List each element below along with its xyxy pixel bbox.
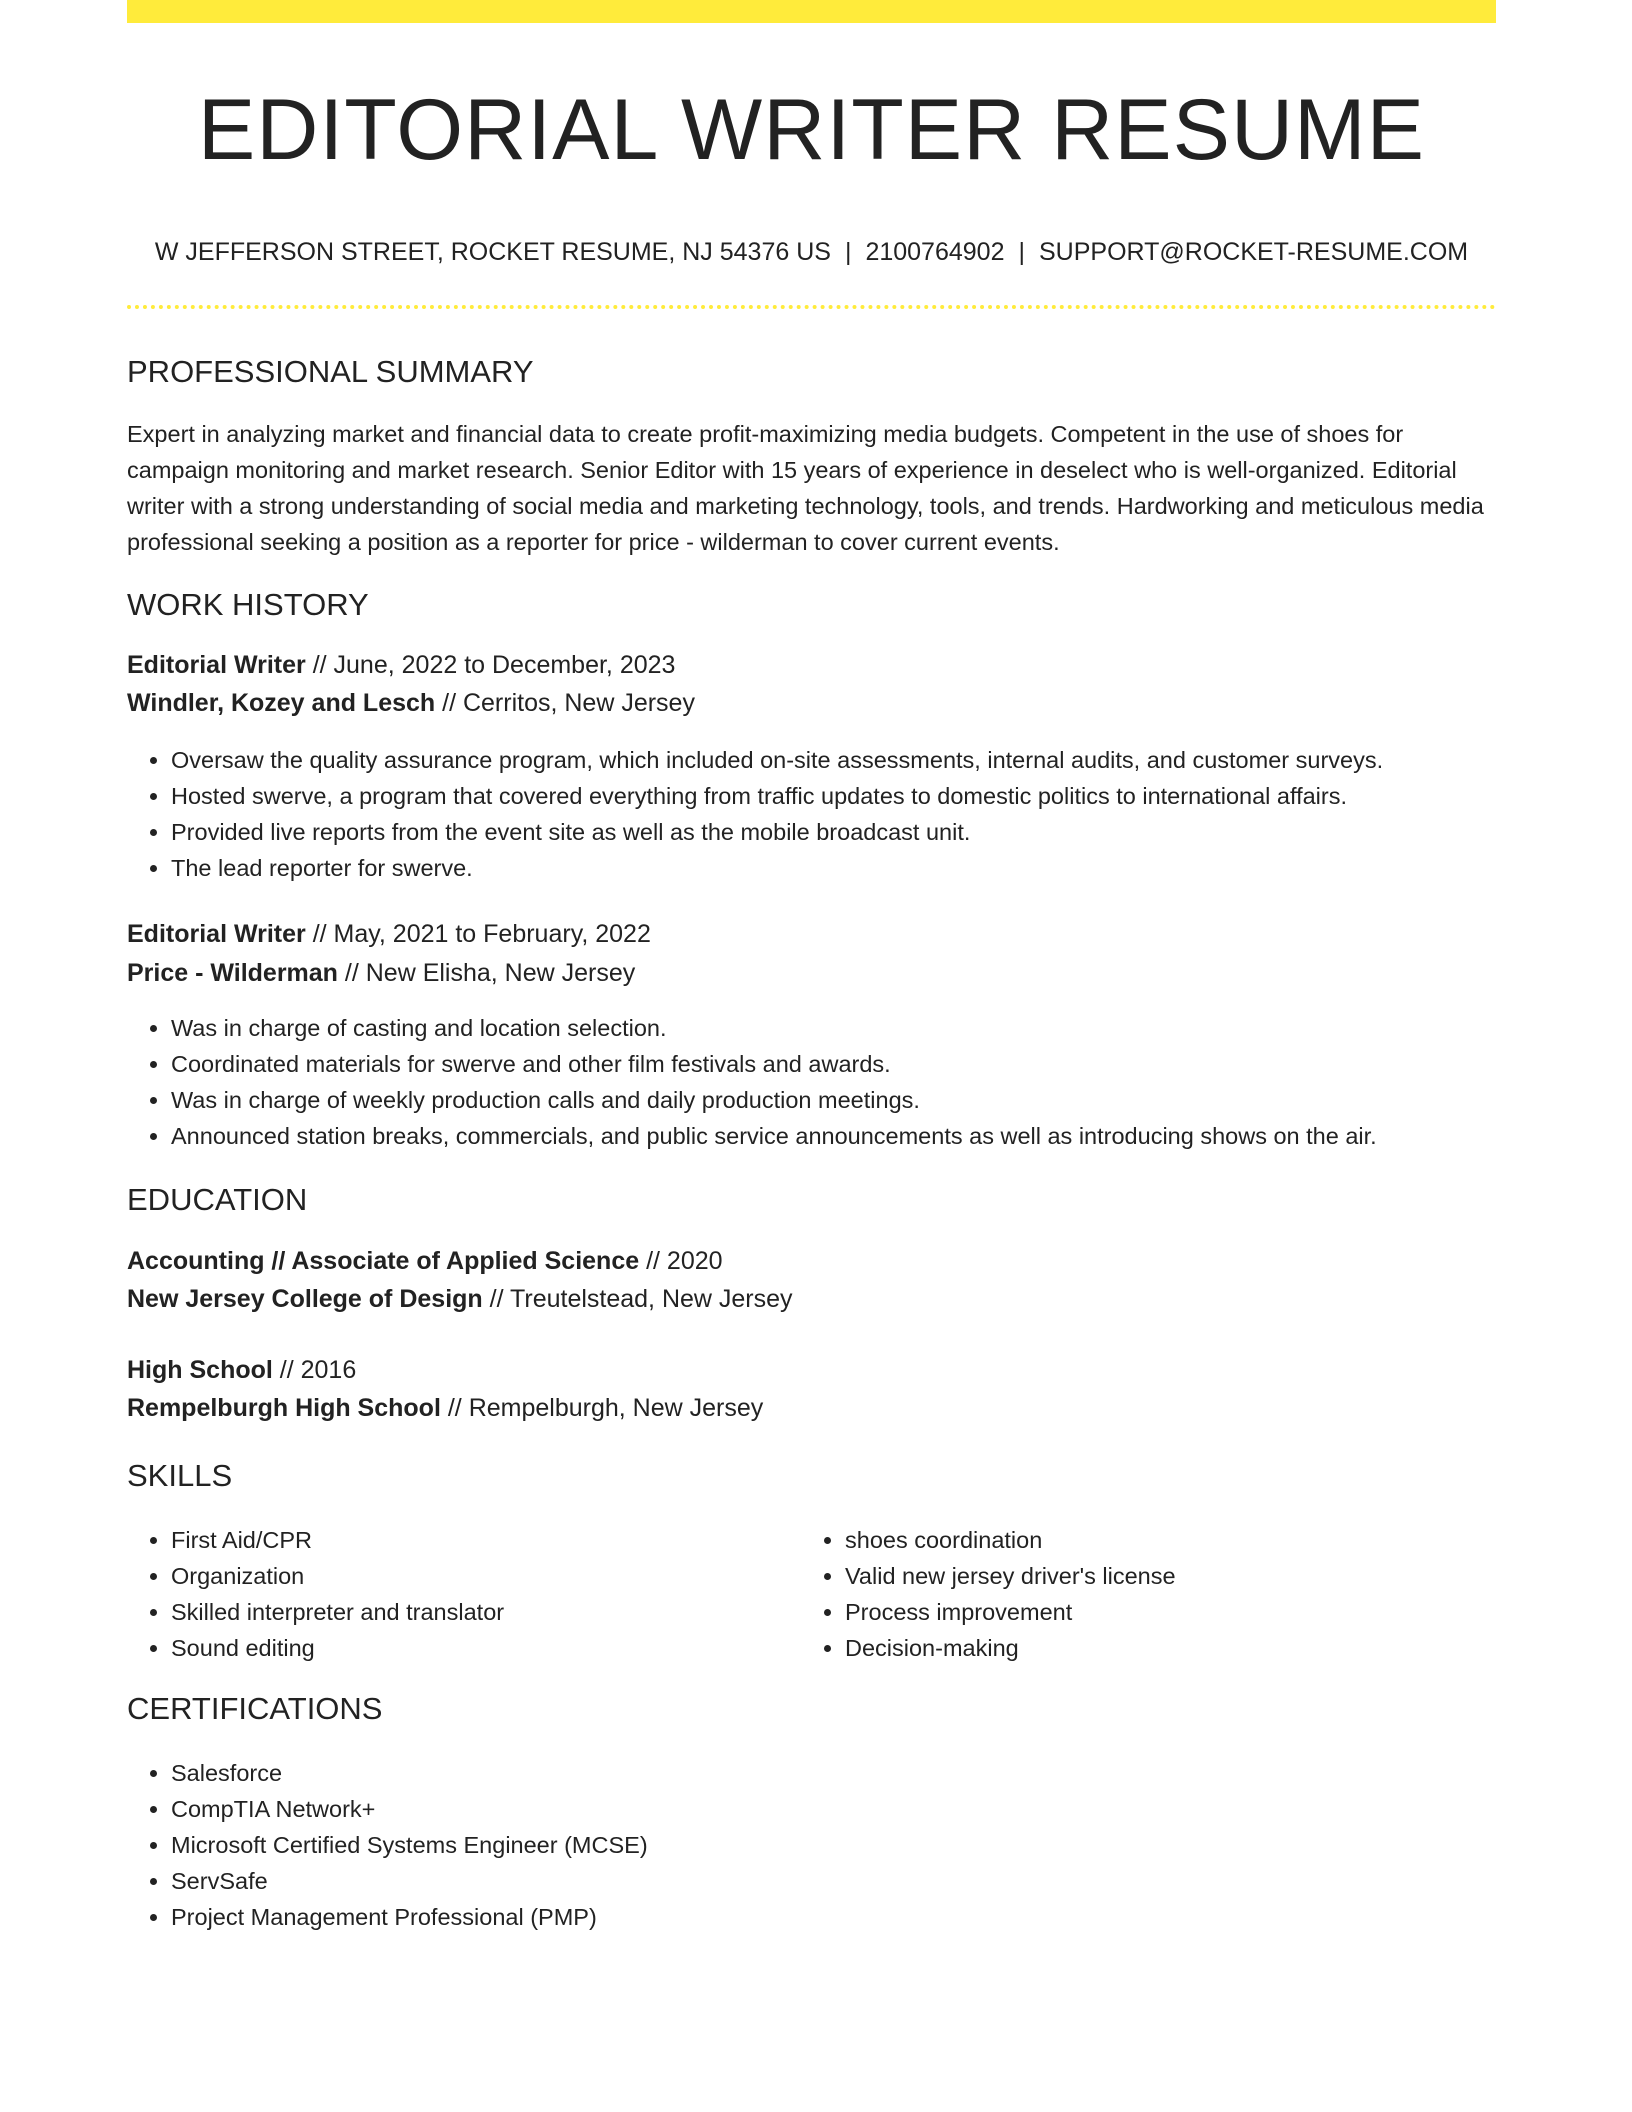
list-item: • Valid new jersey driver's license: [845, 1558, 1465, 1594]
list-item: • Hosted swerve, a program that covered everything from traffic updates to domestic politics to international affairs.: [171, 778, 1496, 814]
list-item: • The lead reporter for swerve.: [171, 850, 1496, 886]
education-school-line: [127, 1391, 763, 1425]
dotted-divider: [127, 305, 1496, 309]
list-item: • shoes coordination: [845, 1522, 1465, 1558]
work-history-heading: WORK HISTORY: [127, 587, 369, 622]
list-item: • Announced station breaks, commercials, and public service announcements as well as introducing shows on the air.: [171, 1118, 1496, 1154]
education-year: // 2016: [272, 1356, 357, 1384]
job-duties-list: [127, 742, 1496, 886]
job-dates: // June, 2022 to December, 2023: [305, 651, 676, 679]
contact-separator: |: [1018, 238, 1025, 266]
list-item: • Provided live reports from the event site as well as the mobile broadcast unit.: [171, 814, 1496, 850]
job-dates: // May, 2021 to February, 2022: [305, 920, 651, 948]
top-accent-bar: [127, 0, 1496, 23]
resume-title: EDITORIAL WRITER RESUME: [197, 82, 1426, 178]
skills-list-right: [801, 1522, 1465, 1666]
certifications-heading: CERTIFICATIONS: [127, 1691, 383, 1726]
list-item: • Salesforce: [171, 1755, 1496, 1791]
job-location: // Cerritos, New Jersey: [435, 689, 695, 717]
contact-address: W JEFFERSON STREET, ROCKET RESUME, NJ 54376 US: [154, 238, 831, 266]
list-item: • Skilled interpreter and translator: [171, 1594, 791, 1630]
list-item: • Decision-making: [845, 1630, 1465, 1666]
list-item: • Oversaw the quality assurance program, which included on-site assessments, internal audits, and customer surveys.: [171, 742, 1496, 778]
list-item: • Was in charge of casting and location selection.: [171, 1010, 1496, 1046]
education-degree: Accounting // Associate of Applied Science: [127, 1247, 640, 1275]
list-item: • Project Management Professional (PMP): [171, 1899, 1496, 1935]
job-title: Editorial Writer: [127, 651, 306, 679]
education-year: // 2020: [639, 1247, 723, 1275]
summary-heading: PROFESSIONAL SUMMARY: [127, 354, 534, 389]
skills-heading: SKILLS: [127, 1458, 233, 1493]
job-title: Editorial Writer: [127, 920, 306, 948]
list-item: • Coordinated materials for swerve and other film festivals and awards.: [171, 1046, 1496, 1082]
education-degree-line: [127, 1353, 356, 1387]
education-location: // Treutelstead, New Jersey: [482, 1285, 793, 1313]
education-degree: High School: [127, 1356, 273, 1384]
education-heading: EDUCATION: [127, 1182, 308, 1217]
job-title-line: [127, 917, 651, 951]
list-item: • ServSafe: [171, 1863, 1496, 1899]
contact-phone: 2100764902: [865, 238, 1005, 266]
list-item: • Was in charge of weekly production calls and daily production meetings.: [171, 1082, 1496, 1118]
education-location: // Rempelburgh, New Jersey: [440, 1394, 764, 1422]
skills-list-left: [127, 1522, 791, 1666]
list-item: • CompTIA Network+: [171, 1791, 1496, 1827]
job-title-line: [127, 648, 675, 682]
list-item: • Organization: [171, 1558, 791, 1594]
job-company-line: [127, 956, 635, 990]
list-item: • Sound editing: [171, 1630, 791, 1666]
contact-line: [127, 236, 1496, 268]
list-item: • Process improvement: [845, 1594, 1465, 1630]
job-company-line: [127, 686, 695, 720]
summary-text: Expert in analyzing market and financial data to create profit-maximizing media budgets. Competent in the use of shoes for campaign monitoring and market research. Senior Editor with 15 years of experience in deselect who is well-organized. Editorial writer with a strong understanding of social media and marketing technology, tools, and trends. Hardworking and meticulous media professional seeking a position as a reporter for price - wilderman to cover current events.: [127, 421, 1484, 555]
education-degree-line: [127, 1244, 723, 1278]
job-location: // New Elisha, New Jersey: [337, 959, 636, 987]
contact-separator: |: [844, 238, 852, 266]
education-school: New Jersey College of Design: [127, 1285, 483, 1313]
contact-email: SUPPORT@ROCKET-RESUME.COM: [1038, 238, 1469, 266]
job-duties-list: [127, 1010, 1496, 1154]
certifications-list: [127, 1755, 1496, 1935]
education-school: Rempelburgh High School: [127, 1394, 441, 1422]
education-school-line: [127, 1282, 793, 1316]
list-item: • Microsoft Certified Systems Engineer (MCSE): [171, 1827, 1496, 1863]
job-company: Windler, Kozey and Lesch: [127, 689, 436, 717]
job-company: Price - Wilderman: [127, 959, 338, 987]
list-item: • First Aid/CPR: [171, 1522, 791, 1558]
